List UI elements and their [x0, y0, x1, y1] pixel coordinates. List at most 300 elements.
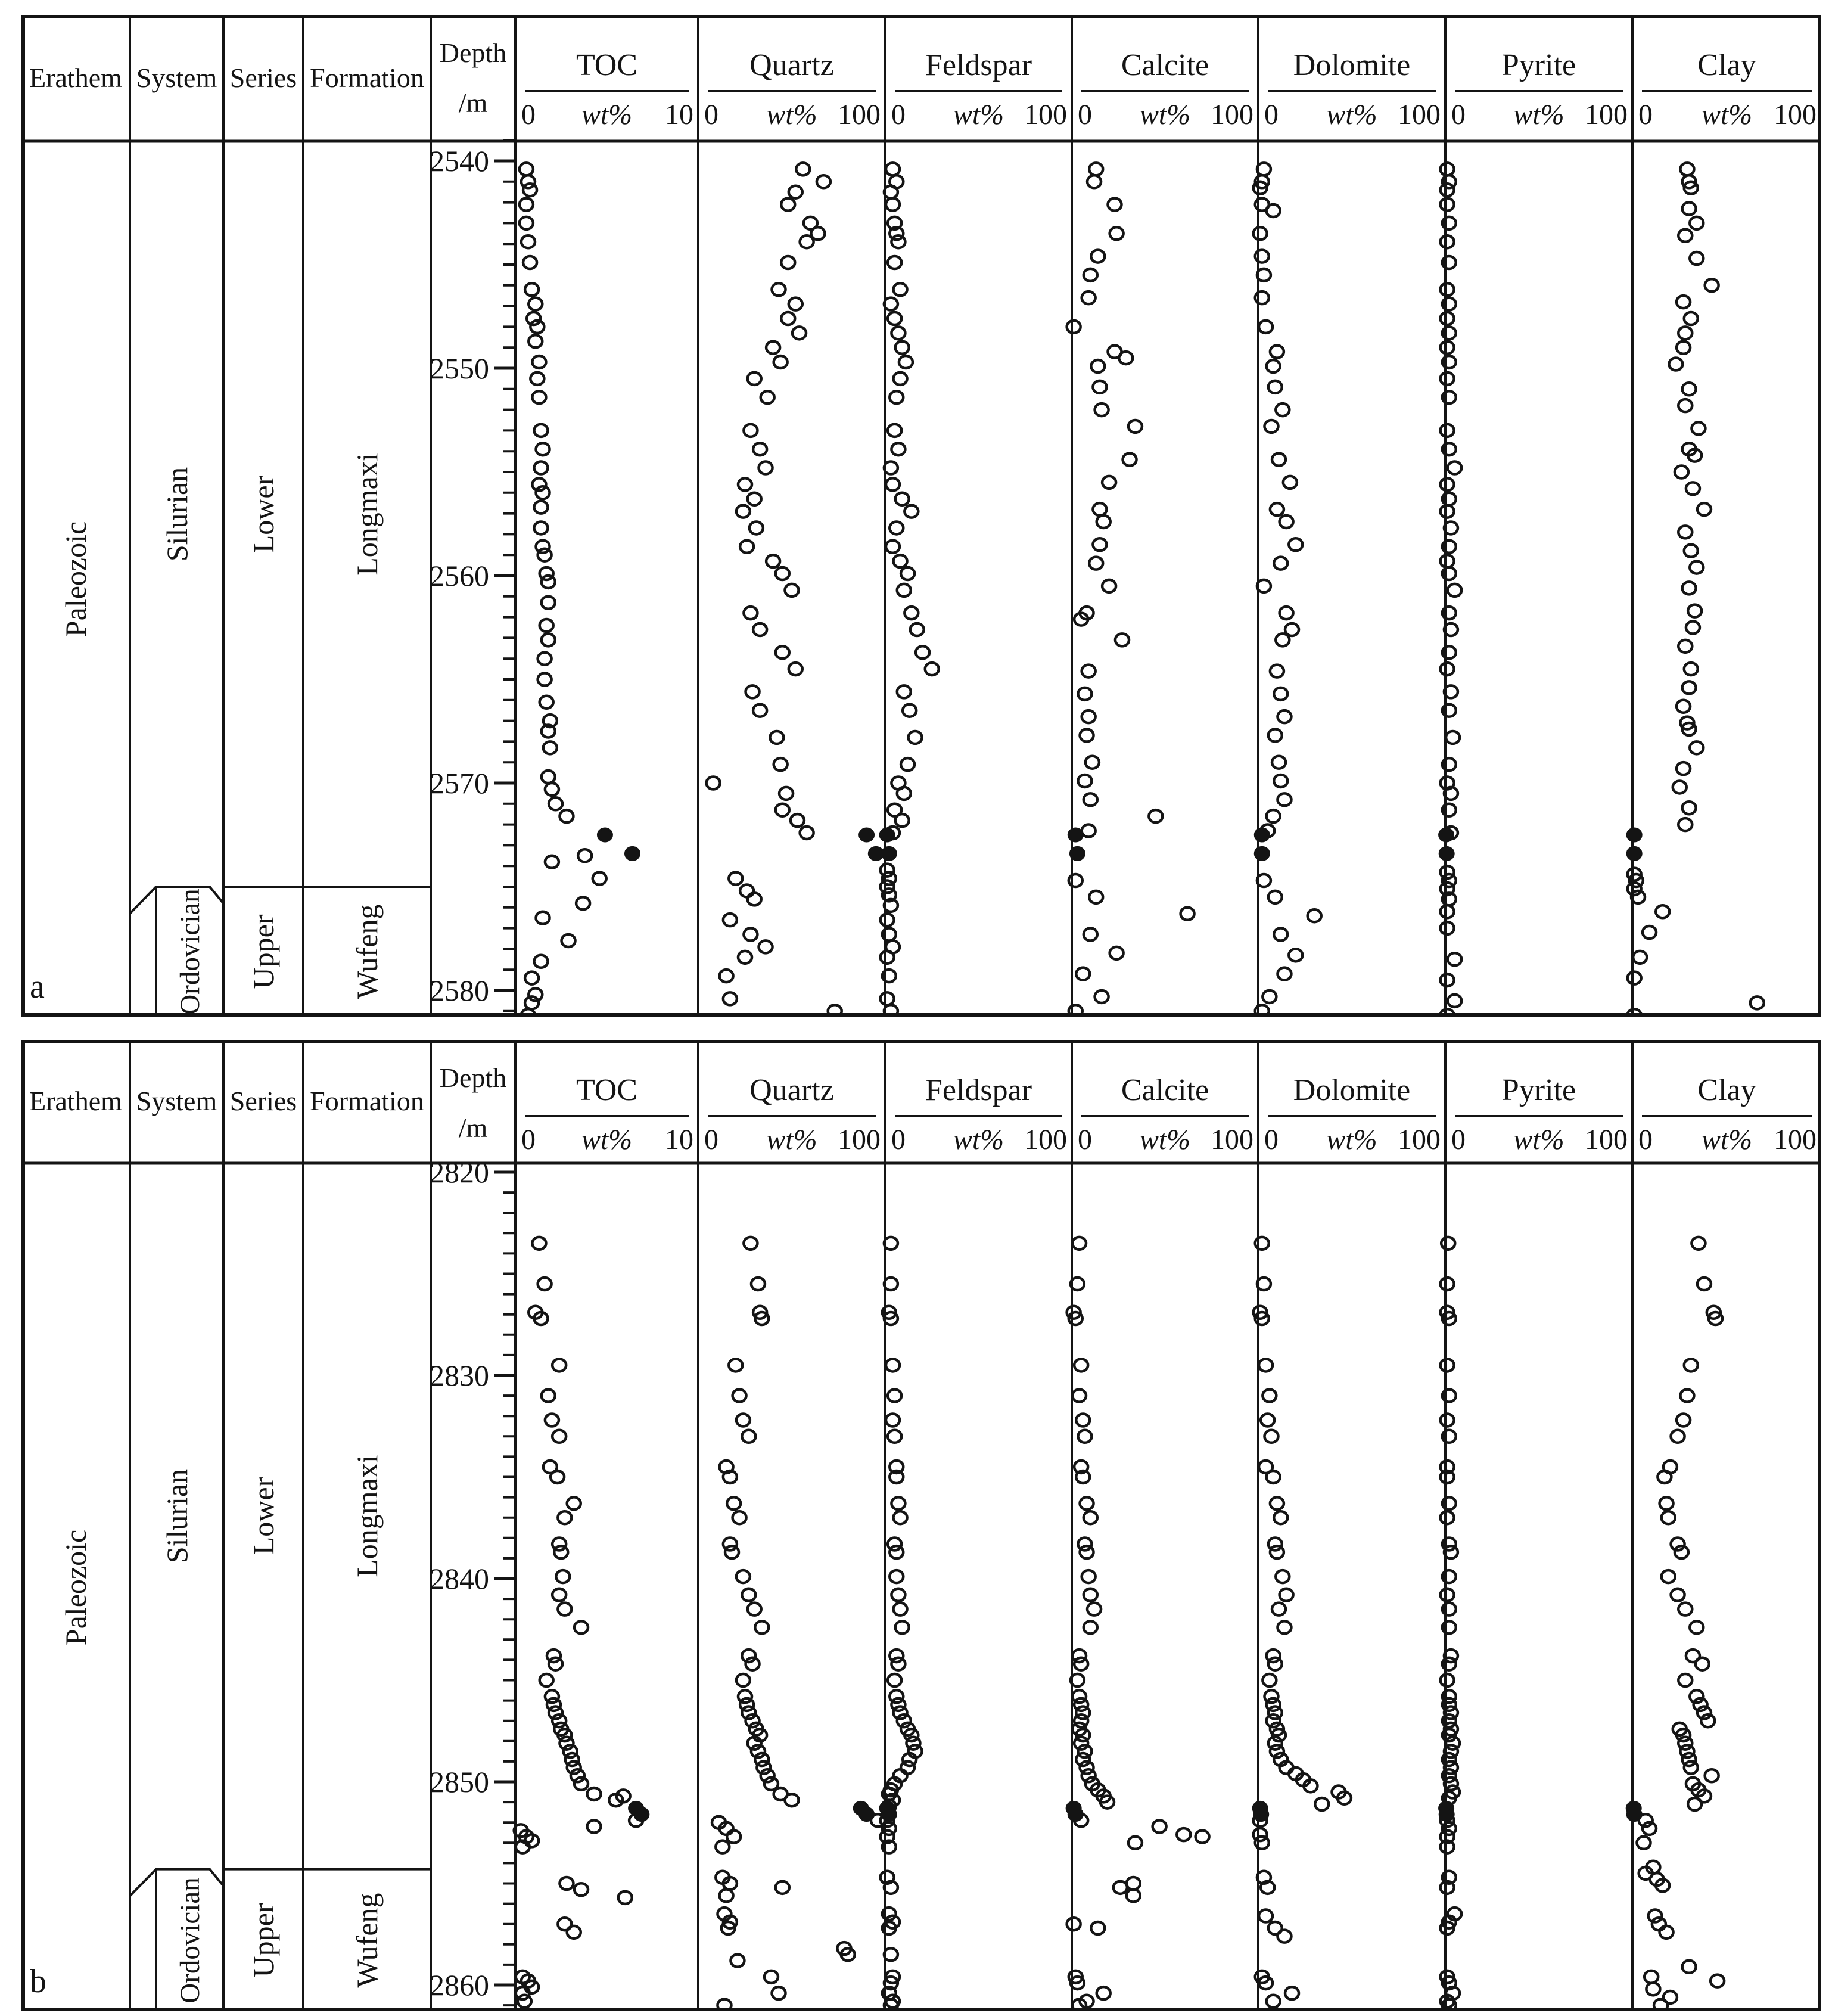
open-sample-point	[881, 992, 894, 1005]
open-sample-point	[520, 198, 533, 211]
open-sample-point	[536, 443, 550, 455]
open-sample-point	[1084, 1511, 1097, 1524]
open-sample-point	[1656, 905, 1669, 918]
solid-sample-point	[882, 1808, 896, 1821]
open-sample-point	[738, 478, 752, 490]
open-sample-point	[542, 633, 555, 646]
open-sample-point	[889, 1546, 903, 1558]
open-sample-point	[897, 787, 911, 800]
open-sample-point	[1272, 453, 1286, 466]
open-sample-point	[1084, 1621, 1097, 1633]
open-sample-point	[1682, 582, 1696, 594]
open-sample-point	[1676, 1414, 1690, 1427]
open-sample-point	[1181, 908, 1195, 920]
strat-series-upper-label: Lower	[247, 1477, 280, 1555]
open-sample-point	[904, 505, 918, 518]
open-sample-point	[733, 1390, 746, 1402]
open-sample-point	[1268, 1658, 1282, 1670]
open-sample-point	[587, 1821, 601, 1833]
track-axis-min: 0	[891, 98, 906, 131]
strat-series-lower-label: Upper	[247, 914, 280, 989]
open-sample-point	[901, 567, 914, 580]
open-sample-point	[1660, 1926, 1674, 1939]
open-sample-point	[1448, 462, 1461, 474]
open-sample-point	[1678, 327, 1692, 339]
open-sample-point	[1705, 1769, 1719, 1782]
strat-formation-upper	[303, 141, 431, 887]
open-sample-point	[1110, 947, 1124, 959]
open-sample-point	[1690, 252, 1703, 265]
header-system: System	[136, 62, 217, 93]
open-sample-point	[1113, 1881, 1127, 1894]
track-axis-max: 100	[838, 1123, 881, 1155]
open-sample-point	[552, 1359, 566, 1371]
open-sample-point	[1115, 633, 1129, 646]
open-sample-point	[749, 521, 763, 534]
open-sample-point	[886, 163, 900, 175]
open-sample-point	[901, 758, 914, 771]
strat-formation-lower-label: Wufeng	[350, 904, 384, 999]
open-sample-point	[1696, 1658, 1709, 1670]
open-sample-point	[1678, 399, 1692, 412]
open-sample-point	[1127, 1889, 1140, 1902]
solid-sample-point	[880, 828, 894, 841]
track-header-dolomite	[1258, 1040, 1445, 1163]
open-sample-point	[1691, 1237, 1705, 1250]
track-axis-max: 100	[1024, 98, 1067, 131]
open-sample-point	[891, 327, 905, 339]
open-sample-point	[1259, 1359, 1273, 1371]
open-sample-point	[1095, 403, 1109, 416]
open-sample-point	[538, 549, 552, 561]
open-sample-point	[889, 521, 903, 534]
open-sample-point	[1697, 1278, 1711, 1290]
depth-tick-label: 2820	[430, 1155, 489, 1189]
track-points-calcite	[1066, 1237, 1209, 2011]
open-sample-point	[1078, 775, 1091, 787]
strat-formation-upper	[303, 1163, 431, 1869]
open-sample-point	[1657, 1471, 1671, 1483]
open-sample-point	[536, 912, 550, 924]
panel-letter: b	[30, 1963, 46, 2000]
open-sample-point	[1680, 1390, 1694, 1402]
open-sample-point	[1267, 1471, 1280, 1483]
track-title-underline	[1268, 90, 1436, 92]
open-sample-point	[1093, 503, 1106, 515]
open-sample-point	[1097, 1987, 1111, 1999]
open-sample-point	[881, 951, 894, 964]
track-header-pyrite	[1445, 15, 1632, 141]
open-sample-point	[559, 1877, 573, 1890]
track-axis-unit: wt%	[1139, 98, 1191, 131]
open-sample-point	[543, 741, 557, 754]
open-sample-point	[1274, 557, 1287, 570]
track-title-underline	[1081, 1115, 1249, 1117]
track-axis-unit: wt%	[1326, 1123, 1377, 1155]
open-sample-point	[1076, 1414, 1090, 1427]
open-sample-point	[576, 897, 590, 909]
track-axis-max: 100	[1211, 98, 1253, 131]
open-sample-point	[587, 1788, 601, 1800]
open-sample-point	[796, 163, 810, 175]
open-sample-point	[776, 567, 789, 580]
open-sample-point	[1441, 1589, 1454, 1601]
open-sample-point	[748, 372, 761, 385]
open-sample-point	[725, 1546, 739, 1558]
track-points-calcite	[1067, 163, 1195, 1017]
open-sample-point	[567, 1497, 581, 1509]
open-sample-point	[545, 783, 559, 796]
solid-sample-point	[860, 828, 874, 841]
open-sample-point	[1089, 891, 1103, 903]
solid-sample-point	[1255, 847, 1269, 860]
open-sample-point	[729, 872, 742, 885]
open-sample-point	[1261, 1414, 1274, 1427]
open-sample-point	[1153, 1821, 1167, 1833]
open-sample-point	[1691, 422, 1705, 434]
open-sample-point	[727, 1831, 741, 1843]
depth-tick-label: 2580	[430, 974, 489, 1007]
open-sample-point	[559, 810, 573, 822]
open-sample-point	[894, 283, 907, 296]
open-sample-point	[1448, 953, 1461, 965]
open-sample-point	[1710, 1975, 1724, 1987]
open-sample-point	[1091, 1922, 1105, 1934]
open-sample-point	[1067, 321, 1081, 333]
open-sample-point	[549, 797, 562, 810]
open-sample-point	[736, 1570, 750, 1583]
open-sample-point	[779, 787, 793, 800]
strat-formation-lower-label: Wufeng	[350, 1893, 384, 1988]
open-sample-point	[1276, 403, 1289, 416]
open-sample-point	[761, 391, 774, 403]
header-depth-title: Depth	[439, 1062, 507, 1093]
open-sample-point	[538, 673, 552, 686]
open-sample-point	[751, 1278, 765, 1290]
track-axis-min: 0	[521, 1123, 536, 1155]
track-title-underline	[1081, 90, 1249, 92]
open-sample-point	[916, 646, 929, 658]
track-title: Dolomite	[1293, 1073, 1411, 1107]
open-sample-point	[1676, 296, 1690, 308]
open-sample-point	[1684, 312, 1698, 325]
open-sample-point	[1441, 922, 1454, 934]
open-sample-point	[525, 283, 539, 296]
open-sample-point	[1682, 203, 1696, 215]
solid-sample-point	[1255, 828, 1269, 841]
open-sample-point	[888, 1674, 901, 1686]
open-sample-point	[1259, 1910, 1273, 1922]
open-sample-point	[1082, 665, 1096, 678]
track-header-dolomite	[1258, 15, 1445, 141]
track-axis-min: 0	[1078, 1123, 1092, 1155]
open-sample-point	[542, 771, 555, 783]
open-sample-point	[1091, 360, 1105, 372]
open-sample-point	[886, 198, 900, 211]
track-header-quartz	[698, 1040, 885, 1163]
open-sample-point	[1089, 557, 1103, 570]
track-header-toc	[515, 15, 698, 141]
open-sample-point	[1690, 741, 1703, 754]
open-sample-point	[1270, 503, 1284, 515]
open-sample-point	[1441, 1511, 1454, 1524]
open-sample-point	[532, 391, 546, 403]
track-title: Dolomite	[1293, 48, 1411, 82]
open-sample-point	[716, 1841, 729, 1853]
track-header-calcite	[1072, 1040, 1258, 1163]
open-sample-point	[720, 970, 733, 982]
strat-formation-lower	[303, 1869, 431, 2011]
track-axis-min: 0	[521, 98, 536, 131]
open-sample-point	[886, 541, 900, 553]
open-sample-point	[1690, 1621, 1703, 1633]
open-sample-point	[1082, 710, 1096, 723]
solid-sample-point	[1627, 828, 1641, 841]
open-sample-point	[910, 623, 924, 636]
open-sample-point	[1678, 526, 1692, 538]
solid-sample-point	[1439, 1808, 1454, 1821]
open-sample-point	[1277, 968, 1291, 980]
open-sample-point	[1087, 1603, 1101, 1616]
open-sample-point	[1441, 198, 1454, 211]
track-axis-unit: wt%	[766, 1123, 817, 1155]
open-sample-point	[891, 235, 905, 248]
open-sample-point	[1080, 729, 1094, 741]
open-sample-point	[1277, 1930, 1291, 1943]
open-sample-point	[1688, 605, 1702, 617]
open-sample-point	[1264, 1430, 1278, 1443]
open-sample-point	[1690, 561, 1703, 574]
track-axis-max: 100	[1024, 1123, 1067, 1155]
open-sample-point	[534, 462, 548, 474]
open-sample-point	[1315, 1798, 1329, 1810]
track-axis-unit: wt%	[766, 98, 817, 131]
open-sample-point	[1127, 1877, 1140, 1890]
open-sample-point	[1682, 1961, 1696, 1973]
depth-tick-label: 2850	[430, 1765, 489, 1798]
open-sample-point	[1277, 1621, 1291, 1633]
open-sample-point	[1448, 584, 1461, 597]
track-title-underline	[1455, 90, 1623, 92]
strat-erathem	[21, 1163, 130, 2011]
open-sample-point	[1628, 972, 1641, 984]
open-sample-point	[1697, 503, 1711, 515]
solid-sample-point	[598, 828, 612, 841]
open-sample-point	[1676, 762, 1690, 775]
track-title: Feldspar	[925, 48, 1032, 82]
open-sample-point	[1072, 1237, 1086, 1250]
track-axis-max: 100	[1774, 1123, 1816, 1155]
solid-sample-point	[1439, 847, 1454, 860]
track-title-underline	[1455, 1115, 1623, 1117]
open-sample-point	[1102, 476, 1116, 489]
open-sample-point	[1272, 756, 1286, 769]
open-sample-point	[1280, 1589, 1293, 1601]
open-sample-point	[540, 619, 553, 632]
open-sample-point	[888, 256, 901, 269]
open-sample-point	[1274, 928, 1287, 941]
open-sample-point	[1441, 663, 1454, 675]
depth-tick-label: 2540	[430, 144, 489, 178]
strat-system-lower	[156, 887, 223, 1017]
open-sample-point	[1102, 580, 1116, 592]
open-sample-point	[556, 1570, 570, 1583]
depth-tick-label: 2860	[430, 1968, 489, 2002]
open-sample-point	[1082, 825, 1096, 837]
track-title: Calcite	[1121, 48, 1209, 82]
track-points-dolomite	[1253, 163, 1321, 1017]
open-sample-point	[785, 584, 799, 597]
open-sample-point	[817, 175, 830, 188]
strat-series-lower	[223, 1869, 303, 2011]
open-sample-point	[1678, 1603, 1692, 1616]
track-title: Quartz	[749, 1073, 834, 1107]
open-sample-point	[742, 1589, 755, 1601]
track-axis-unit: wt%	[1701, 1123, 1753, 1155]
track-header-toc	[515, 1040, 698, 1163]
open-sample-point	[1087, 175, 1101, 188]
solid-sample-point	[625, 847, 639, 860]
open-sample-point	[1262, 990, 1276, 1003]
track-axis-unit: wt%	[1513, 1123, 1564, 1155]
track-axis-max: 100	[838, 98, 881, 131]
open-sample-point	[534, 955, 548, 968]
track-title-underline	[525, 90, 689, 92]
open-sample-point	[530, 372, 544, 385]
open-sample-point	[1671, 1430, 1685, 1443]
open-sample-point	[542, 597, 555, 609]
open-sample-point	[759, 462, 773, 474]
open-sample-point	[800, 827, 814, 839]
open-sample-point	[888, 1390, 901, 1402]
open-sample-point	[894, 1511, 907, 1524]
solid-sample-point	[1439, 828, 1454, 841]
track-points-toc	[520, 163, 640, 1017]
open-sample-point	[518, 1995, 531, 2008]
open-sample-point	[1669, 358, 1682, 371]
open-sample-point	[1274, 688, 1287, 700]
open-sample-point	[1680, 163, 1694, 175]
open-sample-point	[1277, 793, 1291, 806]
open-sample-point	[1285, 1987, 1299, 1999]
open-sample-point	[1684, 545, 1698, 557]
open-sample-point	[1750, 996, 1764, 1009]
open-sample-point	[901, 1762, 914, 1774]
open-sample-point	[723, 992, 737, 1005]
open-sample-point	[1084, 928, 1097, 941]
open-sample-point	[738, 951, 752, 964]
panel-letter: a	[30, 968, 45, 1005]
open-sample-point	[753, 704, 767, 717]
track-header-clay	[1632, 15, 1821, 141]
track-title: TOC	[576, 48, 638, 82]
open-sample-point	[895, 493, 909, 505]
open-sample-point	[578, 849, 592, 862]
open-sample-point	[1441, 341, 1454, 354]
open-sample-point	[1119, 352, 1133, 364]
open-sample-point	[534, 521, 548, 534]
track-axis-max: 100	[1398, 98, 1441, 131]
open-sample-point	[736, 1414, 750, 1427]
depth-tick-label: 2550	[430, 352, 489, 385]
open-sample-point	[558, 1511, 571, 1524]
header-depth-title: Depth	[439, 37, 507, 68]
open-sample-point	[1673, 781, 1687, 793]
open-sample-point	[1080, 1546, 1094, 1558]
header-formation: Formation	[310, 62, 424, 93]
open-sample-point	[1676, 341, 1690, 354]
track-header-pyrite	[1445, 1040, 1632, 1163]
open-sample-point	[1091, 250, 1105, 263]
open-sample-point	[776, 646, 789, 658]
open-sample-point	[523, 184, 537, 196]
strat-series-upper	[223, 1163, 303, 1869]
open-sample-point	[1446, 731, 1460, 744]
open-sample-point	[1267, 1995, 1280, 2008]
open-sample-point	[593, 872, 606, 885]
track-title: Pyrite	[1501, 1073, 1576, 1107]
open-sample-point	[545, 856, 559, 868]
track-title: Pyrite	[1501, 48, 1576, 82]
open-sample-point	[1671, 1589, 1685, 1601]
open-sample-point	[528, 298, 542, 310]
open-sample-point	[1110, 227, 1124, 240]
track-points-toc	[514, 1237, 649, 2008]
open-sample-point	[729, 1359, 742, 1371]
open-sample-point	[1289, 538, 1302, 551]
open-sample-point	[1089, 163, 1103, 175]
open-sample-point	[1686, 622, 1700, 634]
open-sample-point	[1682, 681, 1696, 694]
open-sample-point	[1283, 476, 1297, 489]
open-sample-point	[1684, 663, 1698, 675]
open-sample-point	[1289, 949, 1302, 961]
open-sample-point	[727, 1497, 741, 1509]
open-sample-point	[1276, 633, 1289, 646]
track-points-feldspar	[880, 163, 939, 1017]
open-sample-point	[1270, 1497, 1284, 1509]
open-sample-point	[1128, 420, 1142, 433]
open-sample-point	[1682, 383, 1696, 395]
open-sample-point	[1274, 1511, 1287, 1524]
open-sample-point	[766, 555, 780, 567]
open-sample-point	[785, 1794, 799, 1806]
track-title: Clay	[1697, 48, 1756, 82]
open-sample-point	[1067, 1918, 1081, 1930]
track-axis-min: 0	[704, 98, 718, 131]
open-sample-point	[1084, 793, 1097, 806]
open-sample-point	[1085, 756, 1099, 769]
open-sample-point	[1662, 1570, 1675, 1583]
open-sample-point	[789, 298, 802, 310]
open-sample-point	[889, 1570, 903, 1583]
strat-system-upper-label: Silurian	[160, 1469, 194, 1564]
open-sample-point	[1259, 321, 1273, 333]
open-sample-point	[1678, 229, 1692, 242]
open-sample-point	[1441, 1674, 1454, 1686]
solid-sample-point	[634, 1808, 649, 1821]
open-sample-point	[730, 1955, 744, 1967]
open-sample-point	[1690, 217, 1703, 229]
strat-system-upper-label: Silurian	[160, 467, 194, 561]
open-sample-point	[740, 541, 754, 553]
open-sample-point	[1149, 810, 1162, 822]
open-sample-point	[781, 312, 795, 325]
header-erathem: Erathem	[29, 1086, 122, 1117]
open-sample-point	[1272, 1603, 1286, 1616]
header-series: Series	[229, 62, 297, 93]
open-sample-point	[1633, 951, 1647, 964]
